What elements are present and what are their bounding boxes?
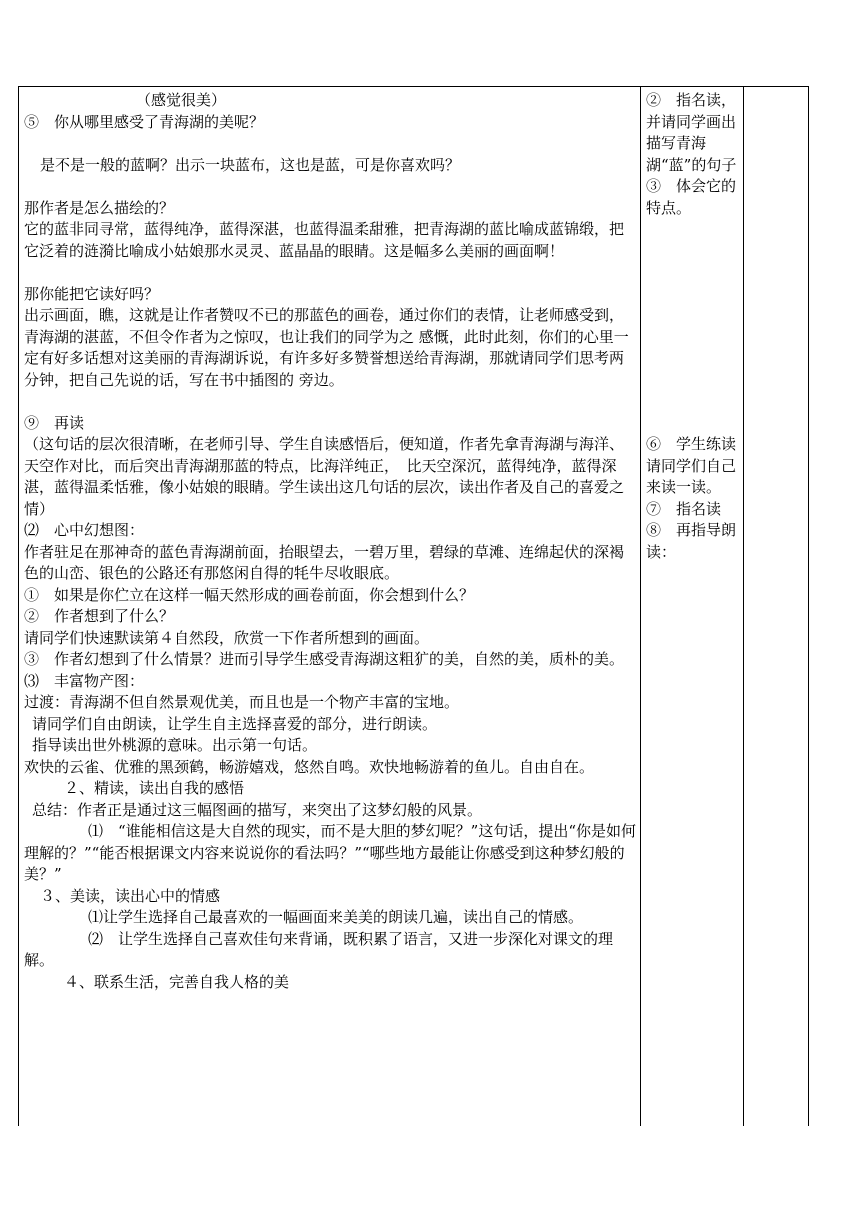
- table-left-border: [18, 86, 19, 1126]
- table-top-border: [18, 86, 809, 87]
- table-divider-1: [640, 86, 641, 1126]
- content-paragraph: ４、联系生活，完善自我人格的美: [64, 972, 290, 991]
- content-paragraph: ② 作者想到了什么？: [24, 607, 175, 625]
- note-item: ⑦ 指名读: [646, 499, 722, 518]
- content-paragraph: ⑨ 再读: [24, 413, 85, 432]
- paragraph-gap: [24, 133, 636, 155]
- content-paragraph: ⑵ 心中幻想图：: [24, 521, 145, 539]
- content-paragraph: 它的蓝非同寻常，蓝得纯净，蓝得深湛，也蓝得温柔甜雅，把青海湖的蓝比喻成蓝锦缎，把它泛着的涟漪比喻成小姑娘那水灵灵、蓝晶晶的眼睛。这是幅多么美丽的画面啊！: [24, 220, 625, 260]
- paragraph-gap: [24, 176, 636, 198]
- content-paragraph: ⑴ “谁能相信这是大自然的现实，而不是大胆的梦幻呢？”这句话，提出“你是如何理解的？”“能否根据课文内容来说说你的看法吗？”“哪些地方最能让你感受到这种梦幻般的美？”: [24, 822, 637, 883]
- note-item: ③ 体会它的特点。: [646, 177, 737, 217]
- content-paragraph: 那作者是怎么描绘的？: [24, 198, 175, 217]
- note-item: ⑥ 学生练读: [646, 435, 737, 453]
- content-paragraph: ⑴让学生选择自己最喜欢的一幅画面来美美的朗读几遍，读出自己的情感。: [88, 908, 584, 926]
- note-spacer: [646, 219, 738, 434]
- content-paragraph: 指导读出世外桃源的意味。出示第一句话。: [32, 736, 318, 754]
- content-paragraph: 总结：作者正是通过这三幅图画的描写，来突出了这梦幻般的风景。: [32, 800, 483, 819]
- content-paragraph: （这句话的层次很清晰，在老师引导、学生自读感悟后，便知道，作者先拿青海湖与海洋、天空作对比，而后突出青海湖那蓝的特点，比海洋纯正， 比天空深沉，蓝得纯净，蓝得深湛，蓝得温柔恬雅，像小姑娘的眼睛。学生读出这几句话的层次，读出作者及自己的喜爱之情）: [24, 435, 625, 518]
- content-paragraph: （感觉很美）: [136, 91, 227, 109]
- content-paragraph: ① 如果是你伫立在这样一幅天然形成的画卷前面，你会想到什么？: [24, 585, 475, 604]
- content-paragraph: 请同学们快速默读第４自然段，欣赏一下作者所想到的画面。: [24, 628, 430, 647]
- content-paragraph: ⑵ 让学生选择自己喜欢佳句来背诵，既积累了语言，又进一步深化对课文的理解。: [24, 929, 614, 969]
- content-paragraph: ⑤ 你从哪里感受了青海湖的美呢？: [24, 112, 265, 131]
- note-item: ② 指名读，并请同学画出描写青海湖“蓝”的句子: [646, 91, 737, 174]
- content-paragraph: ⑶ 丰富物产图：: [24, 671, 145, 690]
- table-right-border: [808, 86, 809, 1126]
- note-item: ⑧ 再指导朗读：: [646, 521, 737, 561]
- paragraph-gap: [24, 391, 636, 413]
- content-paragraph: ③ 作者幻想到了什么情景？进而引导学生感受青海湖这粗犷的美，自然的美，质朴的美。: [24, 650, 625, 668]
- note-item: 请同学们自己来读一读。: [646, 456, 737, 496]
- content-paragraph: 过渡：青海湖不但自然景观优美，而且也是一个物产丰富的宝地。: [24, 693, 460, 711]
- table-divider-2: [743, 86, 744, 1126]
- content-paragraph: ３、美读，读出心中的情感: [40, 886, 221, 905]
- content-paragraph: 出示画面，瞧，这就是让作者赞叹不已的那蓝色的画卷，通过你们的表情，让老师感受到，青海湖的湛蓝，不但令作者为之惊叹，也让我们的同学为之 感慨，此时此刻，你们的心里一定有好多话想对这美丽的青海湖诉说，有许多好多赞誉想送给青海湖，那就请同学们思考两分钟，把自己先说的话，写在书中插图的 旁边。: [24, 306, 629, 389]
- content-paragraph: ２、精读，读出自我的感悟: [64, 779, 245, 797]
- content-paragraph: 请同学们自由朗读，让学生自主选择喜爱的部分，进行朗读。: [32, 714, 438, 733]
- lesson-content-column: [24, 90, 636, 993]
- content-paragraph: 欢快的云雀、优雅的黑颈鹤，畅游嬉戏，悠然自鸣。欢快地畅游着的鱼儿。自由自在。: [24, 757, 595, 776]
- content-paragraph: 那你能把它读好吗？: [24, 284, 160, 303]
- content-paragraph: 作者驻足在那神奇的蓝色青海湖前面，抬眼望去，一碧万里，碧绿的草滩、连绵起伏的深褐色的山峦、银色的公路还有那悠闲自得的牦牛尽收眼底。: [24, 542, 625, 582]
- paragraph-gap: [24, 262, 636, 284]
- teaching-notes-column: [646, 90, 738, 563]
- content-paragraph: 是不是一般的蓝啊？出示一块蓝布，这也是蓝，可是你喜欢吗？: [40, 155, 461, 174]
